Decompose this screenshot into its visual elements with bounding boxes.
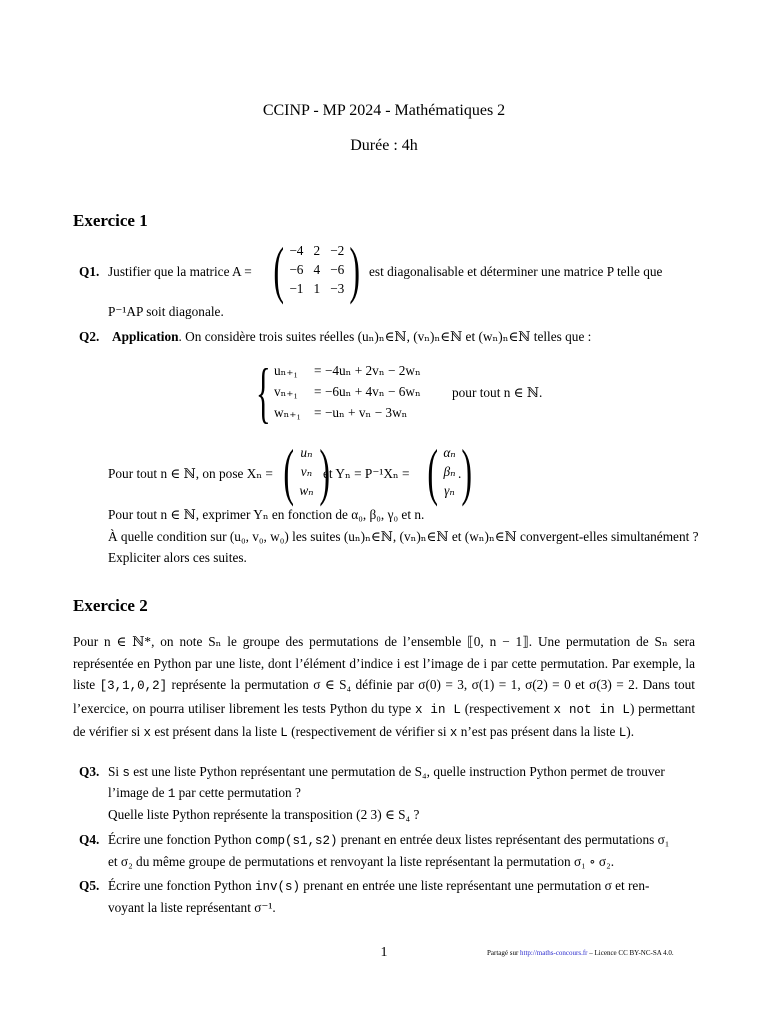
q5-line-2: voyant la liste représentant σ⁻¹. <box>108 900 276 915</box>
system-lhs-w: wₙ₊₁ <box>274 405 302 420</box>
q3-text-b: est une liste Python représentant une permutation de S₄, quelle instruction Python permet de trouver <box>129 764 665 779</box>
q5-text-b: prenant en entrée une liste représentant une permutation σ et ren- <box>299 878 650 893</box>
system-brace: { <box>256 354 271 430</box>
x-right-paren: ) <box>318 436 330 507</box>
exercise-2-intro <box>73 631 695 745</box>
vector-entry: wₙ <box>299 482 314 498</box>
q2-bold-keyword: Application <box>111 329 179 344</box>
inline-code: x <box>143 726 152 740</box>
vector-entry: uₙ <box>300 445 313 461</box>
page-number: 1 <box>380 945 388 960</box>
vector-entry: γₙ <box>444 482 455 498</box>
intro-text: (respectivement <box>460 700 554 716</box>
matrix-entry: −2 <box>330 243 345 259</box>
q1-label <box>79 263 99 281</box>
exercise-2-heading: Exercice 2 <box>73 596 148 615</box>
q3-line-2 <box>108 784 301 803</box>
x-left-paren: ( <box>283 436 294 507</box>
inline-code: [3,1,0,2] <box>99 679 168 693</box>
q3-line-3: Quelle liste Python représente la transposition (2 3) ∈ S₄ ? <box>108 807 420 822</box>
license-suffix: – Licence CC BY-NC-SA 4.0. <box>587 949 674 957</box>
inline-code: L <box>618 726 627 740</box>
q2-line-2: À quelle condition sur (u₀, v₀, w₀) les suites (uₙ)ₙ∈ℕ, (vₙ)ₙ∈ℕ et (wₙ)ₙ∈ℕ convergent-elles simultanément ? <box>108 529 699 544</box>
matrix-a-entries <box>289 242 344 298</box>
inline-code: x not in L <box>553 702 630 717</box>
matrix-entry: −6 <box>330 262 345 278</box>
y-vector-entries <box>443 444 455 500</box>
matrix-left-paren: ( <box>273 234 284 305</box>
matrix-right-paren: ) <box>349 234 361 305</box>
q1-text-after: est diagonalisable et déterminer une matrice P telle que <box>369 264 663 279</box>
matrix-entry: 1 <box>313 280 321 296</box>
q5-code: inv(s) <box>254 880 300 894</box>
q5-line-1 <box>108 877 649 896</box>
exercise-1-heading: Exercice 1 <box>73 211 148 230</box>
inline-code: L <box>280 726 288 740</box>
matrix-entry: 4 <box>313 262 321 278</box>
q4-text-a: Écrire une fonction Python <box>108 832 255 847</box>
q3-number: Q3. <box>79 764 100 779</box>
system-note: pour tout n ∈ ℕ. <box>452 385 543 400</box>
q5-label <box>79 877 99 895</box>
intro-text: représente la permutation σ ∈ S₄ définie par σ(0) = 3, σ(1) = 1, σ(2) = 0 et σ(3) = 2. Dans tout l’exercice, on pourra utiliser librement les tests Python du type <box>73 677 695 716</box>
inline-code: x in L <box>414 702 461 717</box>
q4-code: comp(s1,s2) <box>254 834 338 848</box>
q2-line-1: Pour tout n ∈ ℕ, exprimer Yₙ en fonction de α₀, β₀, γ₀ et n. <box>108 507 425 522</box>
system-rhs-w: = −uₙ + vₙ − 3wₙ <box>314 405 408 420</box>
q1-number: Q1. <box>79 264 100 279</box>
y-left-paren: ( <box>427 436 438 507</box>
vector-entry: vₙ <box>300 464 313 480</box>
q4-line-1 <box>108 831 669 850</box>
vector-end-dot: . <box>458 466 462 481</box>
y-vector <box>422 436 477 507</box>
q2-intro <box>79 328 591 346</box>
system-rhs-v: = −6uₙ + 4vₙ − 6wₙ <box>314 384 421 399</box>
q4-line-2: et σ₂ du même groupe de permutations et renvoyant la liste représentant la permutation σ₁ ∘ σ₂. <box>108 854 615 869</box>
q3-label <box>79 763 99 781</box>
maths-concours-link[interactable]: http://maths-concours.fr <box>520 949 588 957</box>
q4-label <box>79 831 99 849</box>
matrix-entry: −3 <box>330 280 345 296</box>
matrix-entry: −1 <box>289 280 304 296</box>
matrix-entry: −4 <box>289 243 304 259</box>
mid-text: et Yₙ = P⁻¹Xₙ = <box>323 466 410 481</box>
q5-text-a: Écrire une fonction Python <box>108 878 255 893</box>
matrix-entry: −6 <box>289 262 304 278</box>
pose-text: Pour tout n ∈ ℕ, on pose Xₙ = <box>108 466 273 481</box>
q3-line-1 <box>108 763 665 782</box>
intro-text: est présent dans la liste <box>151 724 281 739</box>
license-prefix: Partagé sur <box>487 949 521 957</box>
system-rhs-u: = −4uₙ + 2vₙ − 2wₙ <box>314 363 421 378</box>
q3-text-d: par cette permutation ? <box>175 785 301 800</box>
q3-code-s: s <box>122 766 130 780</box>
q4-number: Q4. <box>79 832 100 847</box>
x-vector-entries <box>299 444 313 500</box>
vector-entry: αₙ <box>443 445 456 461</box>
system-lhs-u: uₙ₊₁ <box>274 363 299 378</box>
q4-text-b: prenant en entrée deux listes représentant des permutations σ₁ <box>337 832 670 847</box>
intro-text: (respectivement de vérifier si <box>287 724 450 739</box>
q2-intro-text: . On considère trois suites réelles (uₙ)ₙ∈ℕ, (vₙ)ₙ∈ℕ et (wₙ)ₙ∈ℕ telles que : <box>178 329 592 344</box>
q2-line-3: Expliciter alors ces suites. <box>108 550 247 565</box>
matrix-entry: 2 <box>313 243 321 259</box>
intro-text: ). <box>626 724 635 739</box>
q1-text-cont: P⁻¹AP soit diagonale. <box>108 304 224 319</box>
inline-code: x <box>449 726 458 740</box>
intro-text: n’est pas présent dans la liste <box>457 724 619 739</box>
q2-number: Q2. <box>79 329 100 344</box>
y-right-paren: ) <box>461 436 472 507</box>
intro-text: ) permettant de vérifier si <box>73 700 696 739</box>
q3-code-1: 1 <box>167 787 176 801</box>
system-lhs-v: vₙ₊₁ <box>274 384 299 399</box>
q1-text-before: Justifier que la matrice A = <box>108 264 252 279</box>
vector-entry: βₙ <box>443 464 456 480</box>
intro-text: Pour n ∈ ℕ*, on note Sₙ le groupe des permutations de l’ensemble ⟦0, n − 1⟧. Une permutation de Sₙ sera représentée en Python par une liste, dont l’élément d’indice i est l’image de i par cette permutation. Par exemple, la liste <box>73 634 695 692</box>
q3-text-a: Si <box>108 764 123 779</box>
page-title: CCINP - MP 2024 - Mathématiques 2 <box>262 102 506 119</box>
license-note <box>487 949 674 958</box>
exam-duration: Durée : 4h <box>350 137 418 154</box>
matrix-a <box>268 234 366 305</box>
q5-number: Q5. <box>79 878 100 893</box>
q3-text-c: l’image de <box>108 785 168 800</box>
